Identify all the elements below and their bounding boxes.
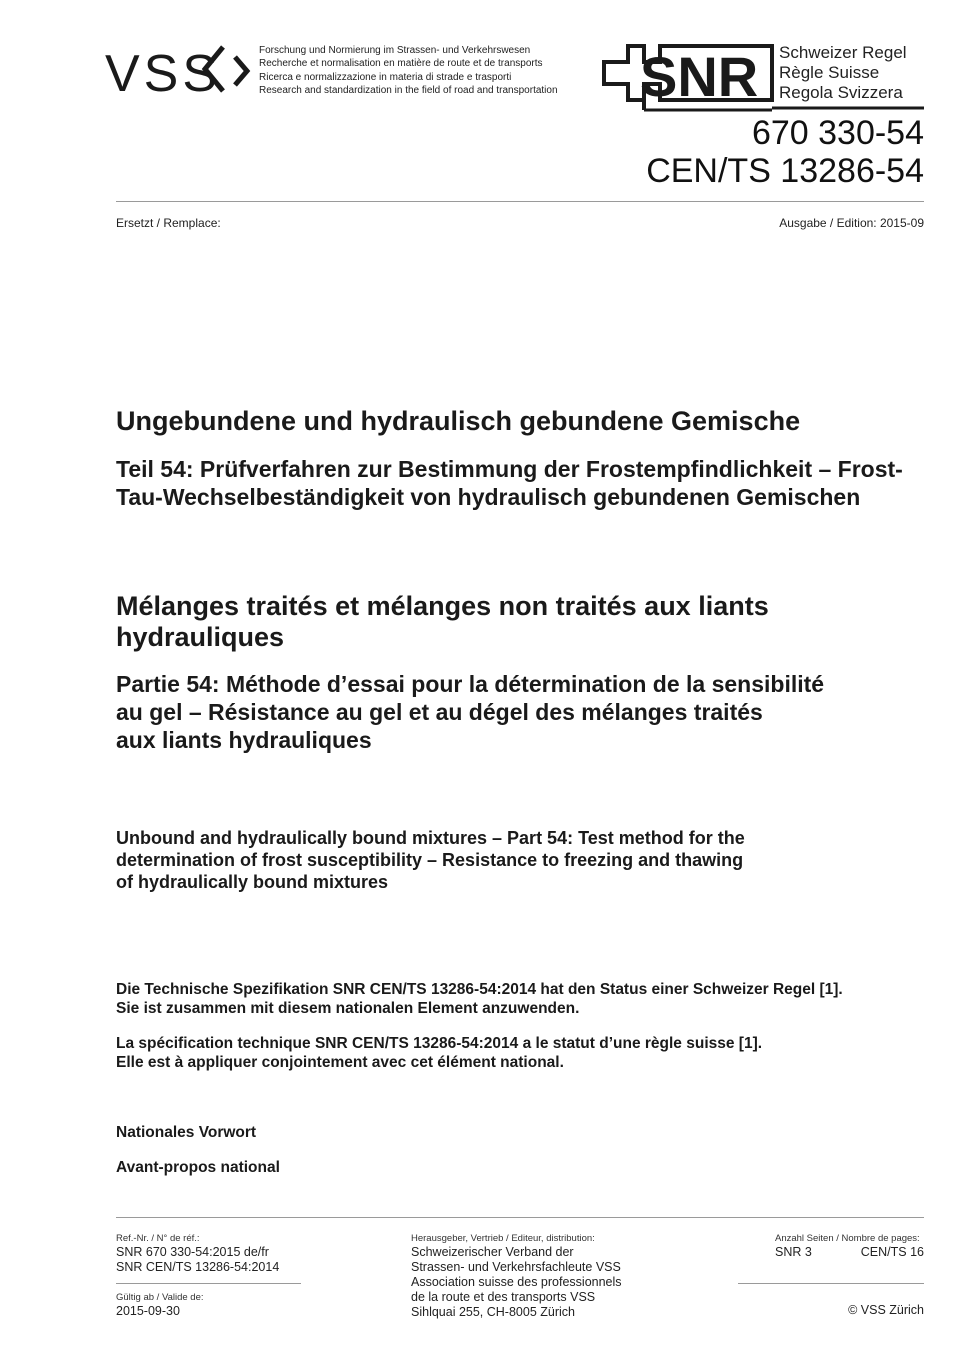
pages-divider [738,1283,924,1284]
footer-pages [775,1233,924,1260]
status-de-line: Die Technische Spezifikation SNR CEN/TS 13286-54:2014 hat den Status einer Schweizer Regel [1]. [116,981,843,998]
status-fr-line: La spécification technique SNR CEN/TS 13286-54:2014 a le statut d’une règle suisse [1]. [116,1035,763,1052]
subtitle-fr-line: au gel – Résistance au gel et au dégel des mélanges traités [116,699,763,725]
tagline-it: Ricerca e normalizzazione in materia di strade e trasporti [259,71,512,83]
header-divider [116,201,924,202]
snr-words [779,43,907,103]
snr-word-fr: Règle Suisse [779,63,880,82]
replaces-label: Ersetzt / Remplace: [116,216,221,230]
edition-label: Ausgabe / Edition: 2015-09 [779,216,924,230]
pages-snr: SNR 3 [775,1245,812,1259]
title-en-line: Unbound and hydraulically bound mixtures – Part 54: Test method for the [116,828,745,848]
foreword-fr: Avant-propos national [116,1159,280,1176]
subtitle-fr-line: Partie 54: Méthode d’essai pour la détermination de la sensibilité [116,671,825,697]
doc-number: 670 330-54 [751,114,924,152]
footer-publisher [411,1233,622,1320]
footer-divider [116,1217,924,1218]
valid-value: 2015-09-30 [116,1304,180,1318]
pages-label: Anzahl Seiten / Nombre de pages: [775,1233,920,1244]
ref-value: SNR CEN/TS 13286-54:2014 [116,1260,280,1274]
status-fr-line: Elle est à appliquer conjointement avec cet élément national. [116,1054,564,1071]
title-fr: Mélanges traités et mélanges non traités aux liants hydrauliques [116,591,769,652]
foreword-de: Nationales Vorwort [116,1124,257,1141]
publisher-line: de la route et des transports VSS [411,1290,596,1304]
title-de: Ungebundene und hydraulisch gebundene Gemische [116,406,801,436]
ref-label: Ref.-Nr. / N° de réf.: [116,1233,200,1244]
snr-word-de: Schweizer Regel [779,43,907,62]
vss-logo-text: VSS [105,45,222,95]
subtitle-fr-line: aux liants hydrauliques [116,727,372,753]
snr-logo-text: SNR [640,45,759,108]
publisher-line: Sihlquai 255, CH-8005 Zürich [411,1305,575,1319]
status-de-line: Sie ist zusammen mit diesem nationalen Element anzuwenden. [116,1000,580,1017]
ref-divider [116,1283,301,1284]
status-fr [116,1034,906,1072]
subtitle-de: Teil 54: Prüfverfahren zur Bestimmung der Frostempfindlichkeit – Frost-Tau-Wechselbeständigkeit von hydraulisch gebundenen Gemischen [116,456,903,510]
publisher-label: Herausgeber, Vertrieb / Editeur, distribution: [411,1233,595,1244]
doc-cen-number: CEN/TS 13286-54 [646,152,924,190]
snr-word-it: Regola Svizzera [779,83,903,102]
vss-tagline [259,44,558,98]
footer-valid [116,1292,204,1319]
tagline-en: Research and standardization in the field of road and transportation [259,85,558,97]
title-en-line: determination of frost susceptibility – Resistance to freezing and thawing [116,850,744,870]
valid-label: Gültig ab / Valide de: [116,1292,204,1303]
title-en [116,827,816,893]
copyright: © VSS Zürich [848,1303,924,1317]
publisher-line: Association suisse des professionnels [411,1275,622,1289]
tagline-de: Forschung und Normierung im Strassen- und Verkehrswesen [259,45,531,56]
publisher-line: Strassen- und Verkehrsfachleute VSS [411,1260,621,1274]
publisher-line: Schweizerischer Verband der [411,1245,574,1259]
pages-cen: CEN/TS 16 [860,1245,924,1259]
vss-logo [105,43,253,95]
pages-values [775,1245,924,1260]
tagline-fr: Recherche et normalisation en matière de route et de transports [259,58,543,70]
status-de [116,980,906,1018]
ref-value: SNR 670 330-54:2015 de/fr [116,1245,269,1259]
title-en-line: of hydraulically bound mixtures [116,872,389,892]
subtitle-fr [116,670,936,754]
footer-ref [116,1233,279,1275]
